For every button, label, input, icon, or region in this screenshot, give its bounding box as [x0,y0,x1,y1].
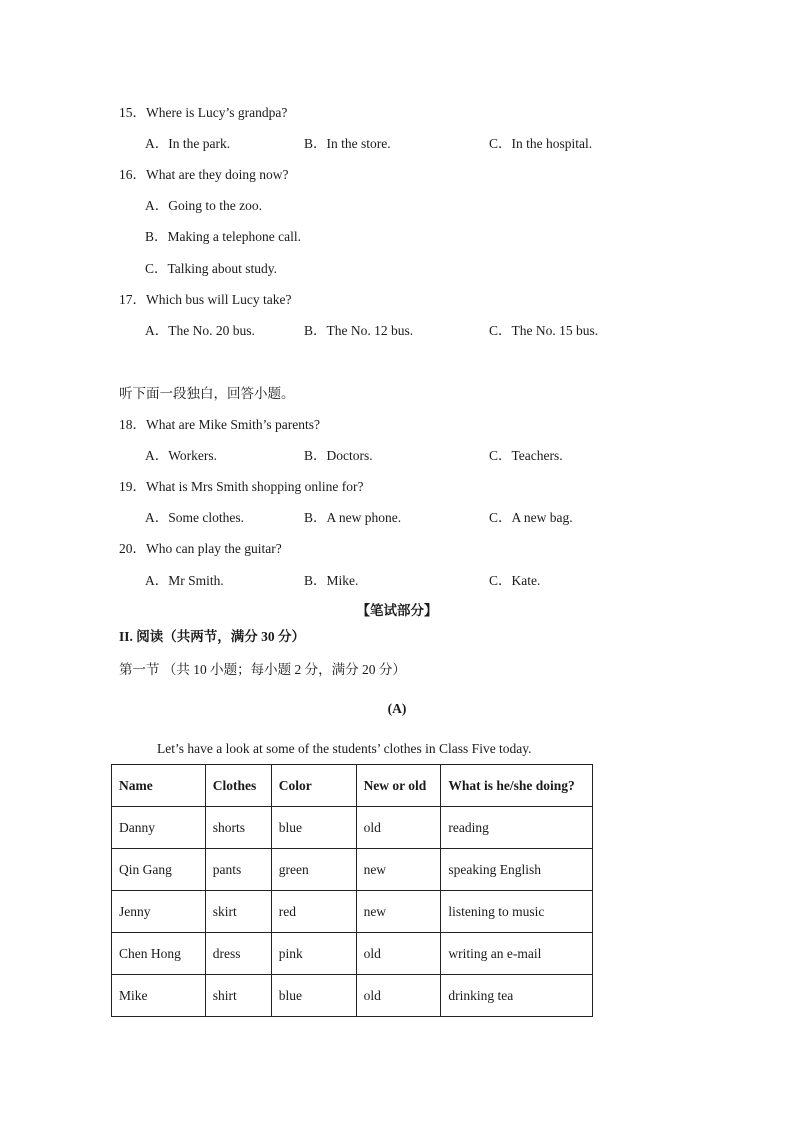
question-15: 15．Where is Lucy’s grandpa? [119,105,288,120]
table-header-row [112,765,593,807]
passage-label: (A) [387,701,407,716]
cell-name: Danny [112,807,206,849]
cell-doing: reading [441,807,593,849]
q18-option-a: A．Workers. [145,448,218,463]
passage-intro: Let’s have a look at some of the students’ clothes in Class Five today. [157,741,532,756]
cell-color: red [271,891,356,933]
q15-option-a: A．In the park. [145,136,231,151]
q16-option-c: C．Talking about study. [145,261,278,276]
q18-option-c: C．Teachers. [489,448,563,463]
subsection-title: 第一节 （共 10 小题；每小题 2 分，满分 20 分） [119,662,406,677]
clothes-table [111,764,593,1017]
cell-new-or-old: old [356,933,441,975]
header-color: Color [271,765,356,807]
cell-color: pink [271,933,356,975]
header-new-or-old: New or old [356,765,441,807]
cell-clothes: dress [205,933,271,975]
cell-name: Chen Hong [112,933,206,975]
q20-option-b: B．Mike. [304,573,359,588]
q19-option-c: C．A new bag. [489,510,573,525]
q19-option-a: A．Some clothes. [145,510,244,525]
monologue-intro: 听下面一段独白，回答小题。 [119,386,295,401]
table-row [112,933,593,975]
question-18: 18．What are Mike Smith’s parents? [119,417,320,432]
table-row [112,891,593,933]
q15-option-c: C．In the hospital. [489,136,593,151]
q17-option-c: C．The No. 15 bus. [489,323,599,338]
reading-section-title: II. 阅读（共两节，满分 30 分） [119,629,306,644]
cell-doing: speaking English [441,849,593,891]
cell-doing: drinking tea [441,975,593,1017]
cell-name: Qin Gang [112,849,206,891]
q17-option-b: B．The No. 12 bus. [304,323,414,338]
cell-clothes: skirt [205,891,271,933]
cell-color: green [271,849,356,891]
written-part-title: 【笔试部分】 [356,603,438,618]
table-row [112,975,593,1017]
cell-clothes: shorts [205,807,271,849]
q17-option-a: A．The No. 20 bus. [145,323,255,338]
cell-name: Jenny [112,891,206,933]
cell-color: blue [271,807,356,849]
cell-new-or-old: new [356,891,441,933]
question-20: 20．Who can play the guitar? [119,541,282,556]
header-doing: What is he/she doing? [441,765,593,807]
cell-clothes: pants [205,849,271,891]
cell-doing: writing an e-mail [441,933,593,975]
q16-option-a: A．Going to the zoo. [145,198,262,213]
q20-option-a: A．Mr Smith. [145,573,224,588]
q18-option-b: B．Doctors. [304,448,373,463]
cell-new-or-old: old [356,975,441,1017]
cell-color: blue [271,975,356,1017]
table-row [112,807,593,849]
question-17: 17．Which bus will Lucy take? [119,292,292,307]
q19-option-b: B．A new phone. [304,510,402,525]
cell-new-or-old: old [356,807,441,849]
table-row [112,849,593,891]
q15-option-b: B．In the store. [304,136,391,151]
cell-new-or-old: new [356,849,441,891]
header-clothes: Clothes [205,765,271,807]
q20-option-c: C．Kate. [489,573,541,588]
cell-name: Mike [112,975,206,1017]
q16-option-b: B．Making a telephone call. [145,229,301,244]
cell-clothes: shirt [205,975,271,1017]
header-name: Name [112,765,206,807]
cell-doing: listening to music [441,891,593,933]
question-16: 16．What are they doing now? [119,167,289,182]
question-19: 19．What is Mrs Smith shopping online for? [119,479,364,494]
